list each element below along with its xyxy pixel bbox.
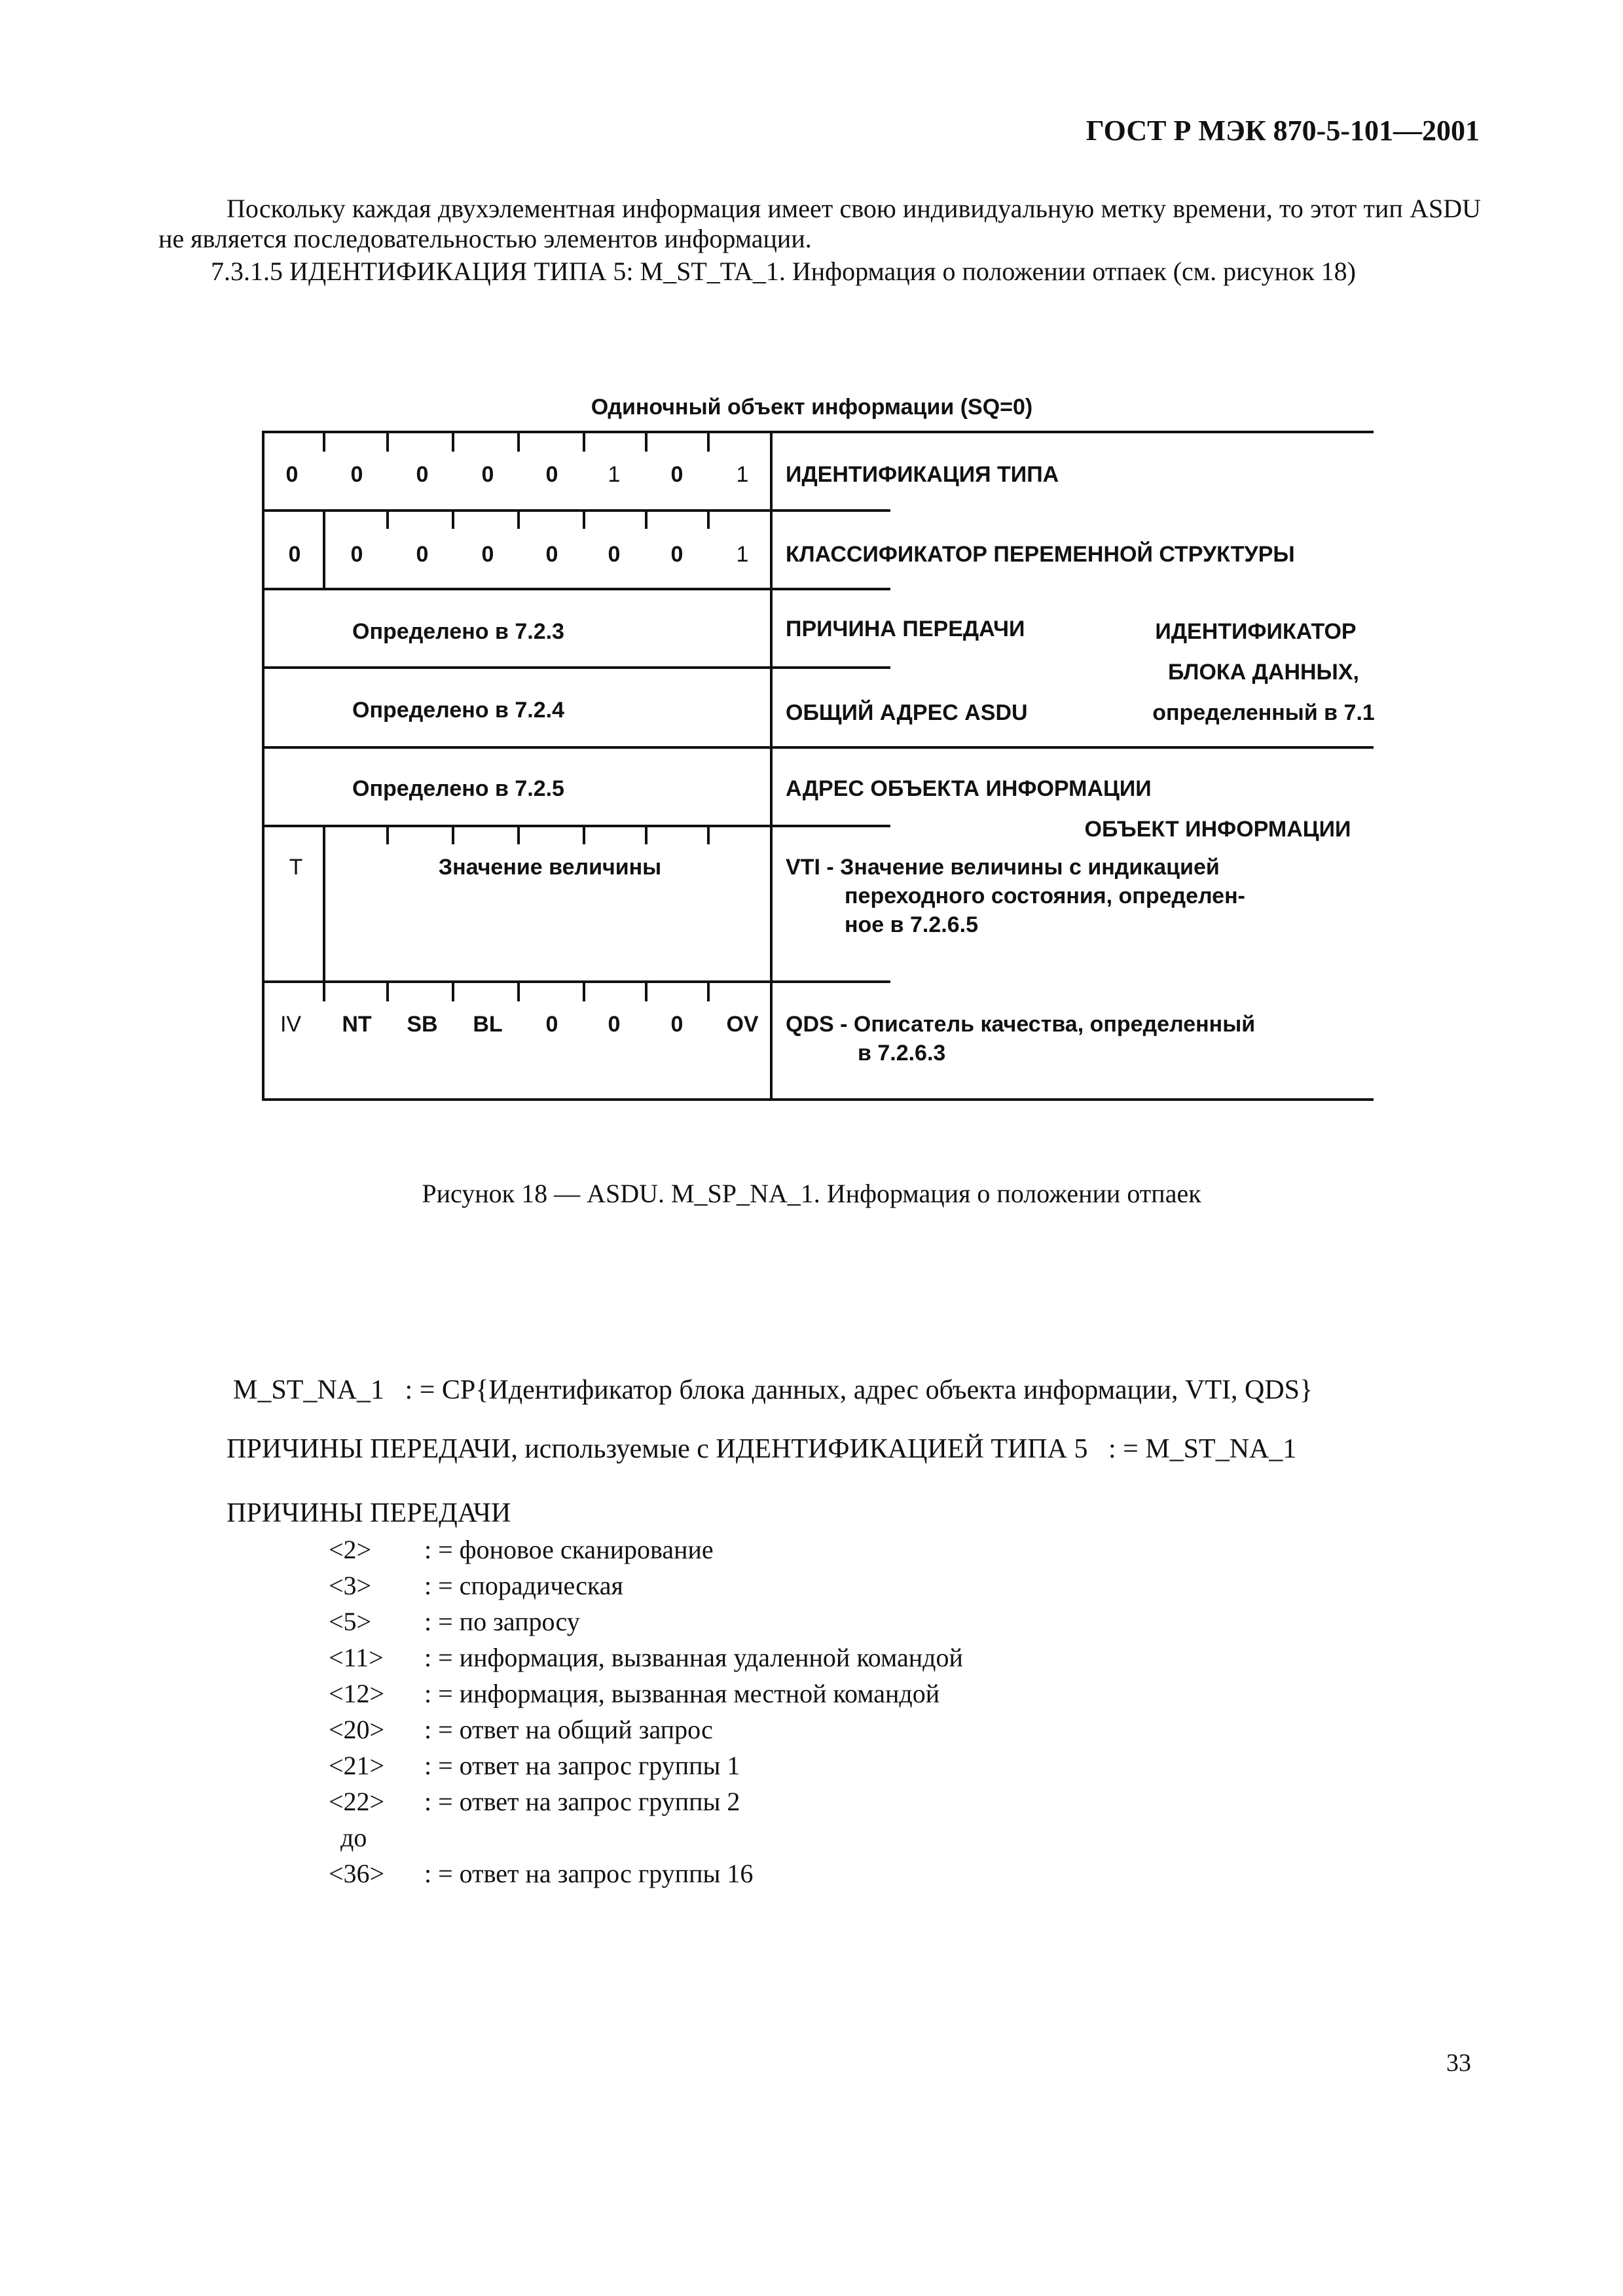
addr-defined: Определено в 7.2.4 bbox=[352, 698, 564, 723]
vti-t-bit: T bbox=[289, 855, 303, 880]
type-id-label: ИДЕНТИФИКАЦИЯ ТИПА bbox=[786, 462, 1059, 487]
type-id-bit-7: 0 bbox=[350, 462, 363, 487]
vsq-bit-8: 0 bbox=[288, 542, 301, 567]
cause-text: : = ответ на общий запрос bbox=[424, 1715, 713, 1744]
cause-code: <36> bbox=[329, 1859, 385, 1888]
cause-text: : = спорадическая bbox=[424, 1571, 623, 1600]
data-unit-id-label-1: ИДЕНТИФИКАТОР bbox=[1155, 619, 1357, 644]
vsq-bit-3: 0 bbox=[608, 542, 621, 567]
cause-text: : = информация, вызванная удаленной командой bbox=[424, 1643, 963, 1672]
vsq-bit-2: 0 bbox=[670, 542, 684, 567]
intro-paragraph-1: Поскольку каждая двухэлементная информация имеет свою индивидуальную метку времени, то этот тип ASDU не является последовательностью элементов информации. bbox=[158, 194, 1481, 253]
data-unit-id-label-3: определенный в 7.1 bbox=[1152, 700, 1375, 725]
qds-bit-iv: IV bbox=[280, 1012, 302, 1037]
qds-bit-bl: BL bbox=[473, 1012, 503, 1037]
document-header: ГОСТ Р МЭК 870-5-101—2001 bbox=[1085, 115, 1480, 147]
intro-paragraph-2: 7.3.1.5 ИДЕНТИФИКАЦИЯ ТИПА 5: M_ST_TA_1. Информация о положении отпаек (см. рисунок 18) bbox=[211, 257, 1356, 286]
qds-bit-4: 0 bbox=[545, 1012, 558, 1037]
cause-code: до bbox=[340, 1823, 367, 1852]
type-id-bit-1: 1 bbox=[736, 462, 749, 487]
qds-bit-sb: SB bbox=[407, 1012, 438, 1037]
figure-caption: Рисунок 18 — ASDU. M_SP_NA_1. Информация о положении отпаек bbox=[422, 1179, 1201, 1208]
vsq-bit-6: 0 bbox=[416, 542, 429, 567]
ioa-label: АДРЕС ОБЪЕКТА ИНФОРМАЦИИ bbox=[786, 776, 1152, 801]
type-id-bit-2: 0 bbox=[670, 462, 684, 487]
vsq-bit-5: 0 bbox=[481, 542, 494, 567]
cause-text: : = ответ на запрос группы 2 bbox=[424, 1787, 740, 1816]
type-id-bit-8: 0 bbox=[285, 462, 299, 487]
cot-defined: Определено в 7.2.3 bbox=[352, 619, 564, 644]
cause-code: <2> bbox=[329, 1535, 372, 1564]
vti-label-line-2: переходного состояния, определен- bbox=[845, 884, 1245, 908]
cause-text: : = по запросу bbox=[424, 1607, 580, 1636]
cause-code: <20> bbox=[329, 1715, 385, 1744]
vsq-label: КЛАССИФИКАТОР ПЕРЕМЕННОЙ СТРУКТУРЫ bbox=[786, 542, 1295, 567]
cause-code: <22> bbox=[329, 1787, 385, 1816]
causes-title: ПРИЧИНЫ ПЕРЕДАЧИ bbox=[227, 1498, 511, 1528]
type-id-bit-3: 1 bbox=[608, 462, 621, 487]
cause-code: <5> bbox=[329, 1607, 372, 1636]
type-formula: M_ST_NA_1 : = CP{Идентификатор блока данных, адрес объекта информации, VTI, QDS} bbox=[233, 1375, 1313, 1405]
cause-code: <12> bbox=[329, 1679, 385, 1708]
vti-label-line-1: VTI - Значение величины с индикацией bbox=[786, 855, 1220, 880]
qds-bit-nt: NT bbox=[342, 1012, 372, 1037]
vsq-bit-7: 0 bbox=[350, 542, 363, 567]
vsq-bit-1: 1 bbox=[736, 542, 749, 567]
info-object-label: ОБЪЕКТ ИНФОРМАЦИИ bbox=[1084, 817, 1351, 842]
cause-code: <11> bbox=[329, 1643, 384, 1672]
cause-code: <21> bbox=[329, 1751, 385, 1780]
type-id-bit-5: 0 bbox=[481, 462, 494, 487]
cause-text: : = информация, вызванная местной командой bbox=[424, 1679, 940, 1708]
type-id-bit-4: 0 bbox=[545, 462, 558, 487]
cause-text: : = фоновое сканирование bbox=[424, 1535, 714, 1564]
addr-label: ОБЩИЙ АДРЕС ASDU bbox=[786, 700, 1028, 725]
data-unit-id-label-2: БЛОКА ДАННЫХ, bbox=[1168, 660, 1359, 685]
qds-bit-2: 0 bbox=[670, 1012, 684, 1037]
cause-code: <3> bbox=[329, 1571, 372, 1600]
qds-label-line-1: QDS - Описатель качества, определенный bbox=[786, 1012, 1256, 1037]
qds-bit-3: 0 bbox=[608, 1012, 621, 1037]
ioa-defined: Определено в 7.2.5 bbox=[352, 776, 564, 801]
page-number: 33 bbox=[1446, 2049, 1471, 2077]
cot-label: ПРИЧИНА ПЕРЕДАЧИ bbox=[786, 617, 1025, 641]
causes-for-type: ПРИЧИНЫ ПЕРЕДАЧИ, используемые с ИДЕНТИФИКАЦИЕЙ ТИПА 5 : = M_ST_NA_1 bbox=[227, 1434, 1297, 1464]
vti-label-line-3: ное в 7.2.6.5 bbox=[845, 912, 978, 937]
cause-text: : = ответ на запрос группы 16 bbox=[424, 1859, 754, 1888]
vti-value: Значение величины bbox=[438, 855, 662, 880]
type-id-bit-6: 0 bbox=[416, 462, 429, 487]
figure-title: Одиночный объект информации (SQ=0) bbox=[591, 395, 1033, 420]
qds-label-line-2: в 7.2.6.3 bbox=[858, 1041, 946, 1066]
qds-bit-ov: OV bbox=[726, 1012, 759, 1037]
cause-text: : = ответ на запрос группы 1 bbox=[424, 1751, 740, 1780]
vsq-bit-4: 0 bbox=[545, 542, 558, 567]
